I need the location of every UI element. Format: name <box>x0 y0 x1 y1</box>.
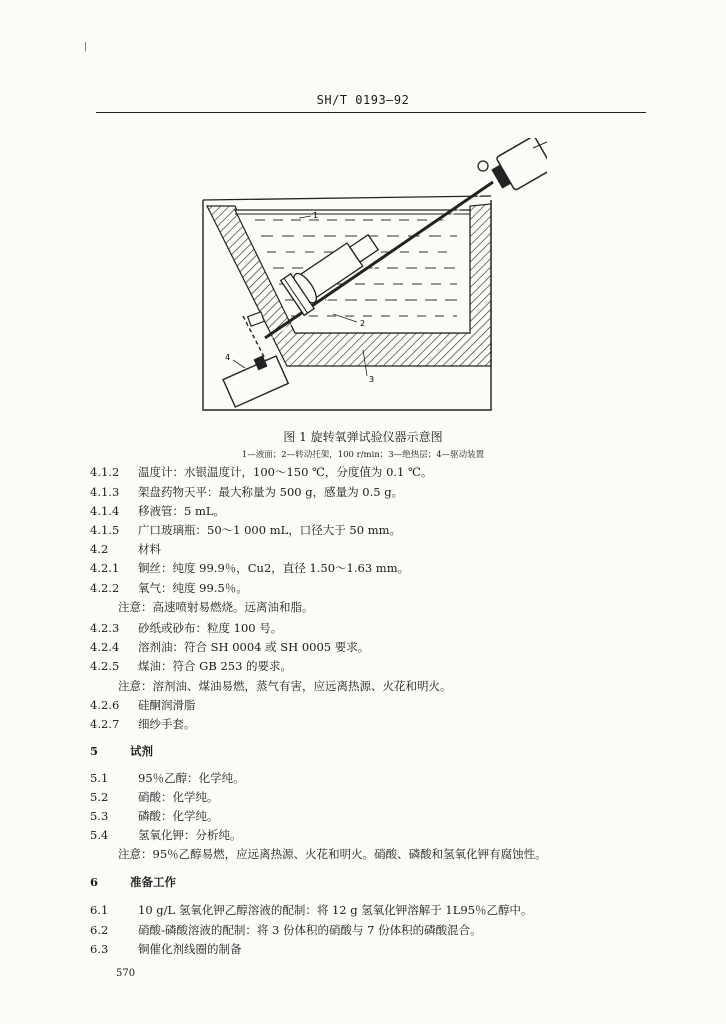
clause-text: 注意：高速喷射易燃烧。远离油和脂。 <box>118 600 314 614</box>
clause-number: 6.1 <box>90 903 109 917</box>
clause-text: 架盘药物天平：最大称量为 500 g，感量为 0.5 g。 <box>138 485 404 499</box>
clause-number: 4.2.1 <box>90 561 120 575</box>
clause-line <box>90 522 401 538</box>
clause-number: 6 <box>90 875 99 889</box>
clause-number: 5.2 <box>90 790 109 804</box>
clause-number: 6.2 <box>90 923 109 937</box>
clause-line <box>90 941 242 957</box>
clause-number: 5.3 <box>90 809 109 823</box>
clause-line <box>90 716 196 732</box>
clause-number: 4.2.7 <box>90 717 120 731</box>
clause-text: 注意：95％乙醇易燃，应远离热源、火花和明火。硝酸、磷酸和氢氧化钾有腐蚀性。 <box>118 847 547 861</box>
clause-text: 溶剂油：符合 SH 0004 或 SH 0005 要求。 <box>138 640 370 654</box>
clause-text: 广口玻璃瓶：50～1 000 mL，口径大于 50 mm。 <box>138 523 402 537</box>
clause-number: 4.2.6 <box>90 698 120 712</box>
clause-number: 5.4 <box>90 828 109 842</box>
note-line <box>118 678 452 694</box>
clause-number: 4.2.2 <box>90 581 120 595</box>
clause-number: 6.3 <box>90 942 109 956</box>
clause-text: 试剂 <box>130 744 153 758</box>
top-rail <box>203 196 491 200</box>
clause-line <box>90 503 225 519</box>
header-rule <box>96 112 646 113</box>
clause-text: 硝酸-磷酸溶液的配制：将 3 份体积的硝酸与 7 份体积的磷酸混合。 <box>138 923 482 937</box>
clause-text: 95％乙醇：化学纯。 <box>138 771 245 785</box>
callout-2: 2 <box>360 319 366 328</box>
clause-line <box>90 770 245 786</box>
drive-unit <box>221 351 289 407</box>
top-knob <box>478 161 488 171</box>
clause-text: 注意：溶剂油、煤油易燃，蒸气有害，应远离热源、火花和明火。 <box>118 679 452 693</box>
clause-number: 4.1.5 <box>90 523 120 537</box>
clause-text: 材料 <box>138 542 161 556</box>
clause-number: 4.1.4 <box>90 504 120 518</box>
clause-line <box>90 464 432 480</box>
clause-text: 硅酮润滑脂 <box>138 698 196 712</box>
clause-line <box>90 541 161 557</box>
clause-number: 5 <box>90 744 99 758</box>
page-number: 570 <box>116 968 136 979</box>
clause-text: 铜催化剂线圈的制备 <box>138 942 242 956</box>
clause-line <box>90 560 409 576</box>
clause-line <box>90 922 482 938</box>
note-line <box>118 599 314 615</box>
clause-line <box>90 808 219 824</box>
clause-number: 4.2 <box>90 542 109 556</box>
callout-4: 4 <box>225 353 231 362</box>
clause-line <box>90 697 196 713</box>
clause-text: 氢氧化钾：分析纯。 <box>138 828 242 842</box>
clause-text: 砂纸或砂布：粒度 100 号。 <box>138 621 283 635</box>
standard-header: SH/T 0193—92 <box>316 93 410 107</box>
clause-text: 温度计：水银温度计，100～150 ℃，分度值为 0.1 ℃。 <box>138 465 433 479</box>
callout-4-leader <box>233 360 245 368</box>
clause-number: 4.2.3 <box>90 621 120 635</box>
clause-line <box>90 789 219 805</box>
clause-line <box>90 580 248 596</box>
figure-legend: 1—液面；2—转动托架，100 r/min；3—绝热层；4—驱动装置 <box>241 450 485 460</box>
clause-text: 煤油：符合 GB 253 的要求。 <box>138 659 293 673</box>
clause-text: 准备工作 <box>130 875 176 889</box>
clause-text: 磷酸：化学纯。 <box>138 809 219 823</box>
clause-text: 硝酸：化学纯。 <box>138 790 219 804</box>
clause-number: 5.1 <box>90 771 109 785</box>
clause-text: 细纱手套。 <box>138 717 196 731</box>
clause-line <box>90 658 292 674</box>
clause-line <box>90 639 369 655</box>
clause-text: 铜丝：纯度 99.9％，Cu2，直径 1.50～1.63 mm。 <box>138 561 410 575</box>
callout-1: 1 <box>313 211 319 220</box>
clause-number: 4.1.3 <box>90 485 120 499</box>
clause-line <box>90 827 242 843</box>
clause-number: 4.1.2 <box>90 465 120 479</box>
figure-title: 图 1 旋转氧弹试验仪器示意图 <box>283 430 443 444</box>
section-heading <box>90 743 153 759</box>
apparatus-figure <box>195 138 547 418</box>
clause-line <box>90 620 282 636</box>
top-motor <box>487 138 547 196</box>
coupling <box>248 312 265 326</box>
clause-text: 氧气：纯度 99.5％。 <box>138 581 248 595</box>
clause-number: 4.2.5 <box>90 659 120 673</box>
callout-3: 3 <box>369 375 375 384</box>
clause-text: 10 g/L 氢氧化钾乙醇溶液的配制：将 12 g 氢氧化钾溶解于 1L95％乙醇中。 <box>138 903 533 917</box>
clause-line <box>90 902 533 918</box>
note-line <box>118 846 547 862</box>
clause-line <box>90 484 403 500</box>
clause-text: 移液管：5 mL。 <box>138 504 226 518</box>
page-mark: | <box>84 42 88 52</box>
clause-number: 4.2.4 <box>90 640 120 654</box>
section-heading <box>90 874 176 890</box>
